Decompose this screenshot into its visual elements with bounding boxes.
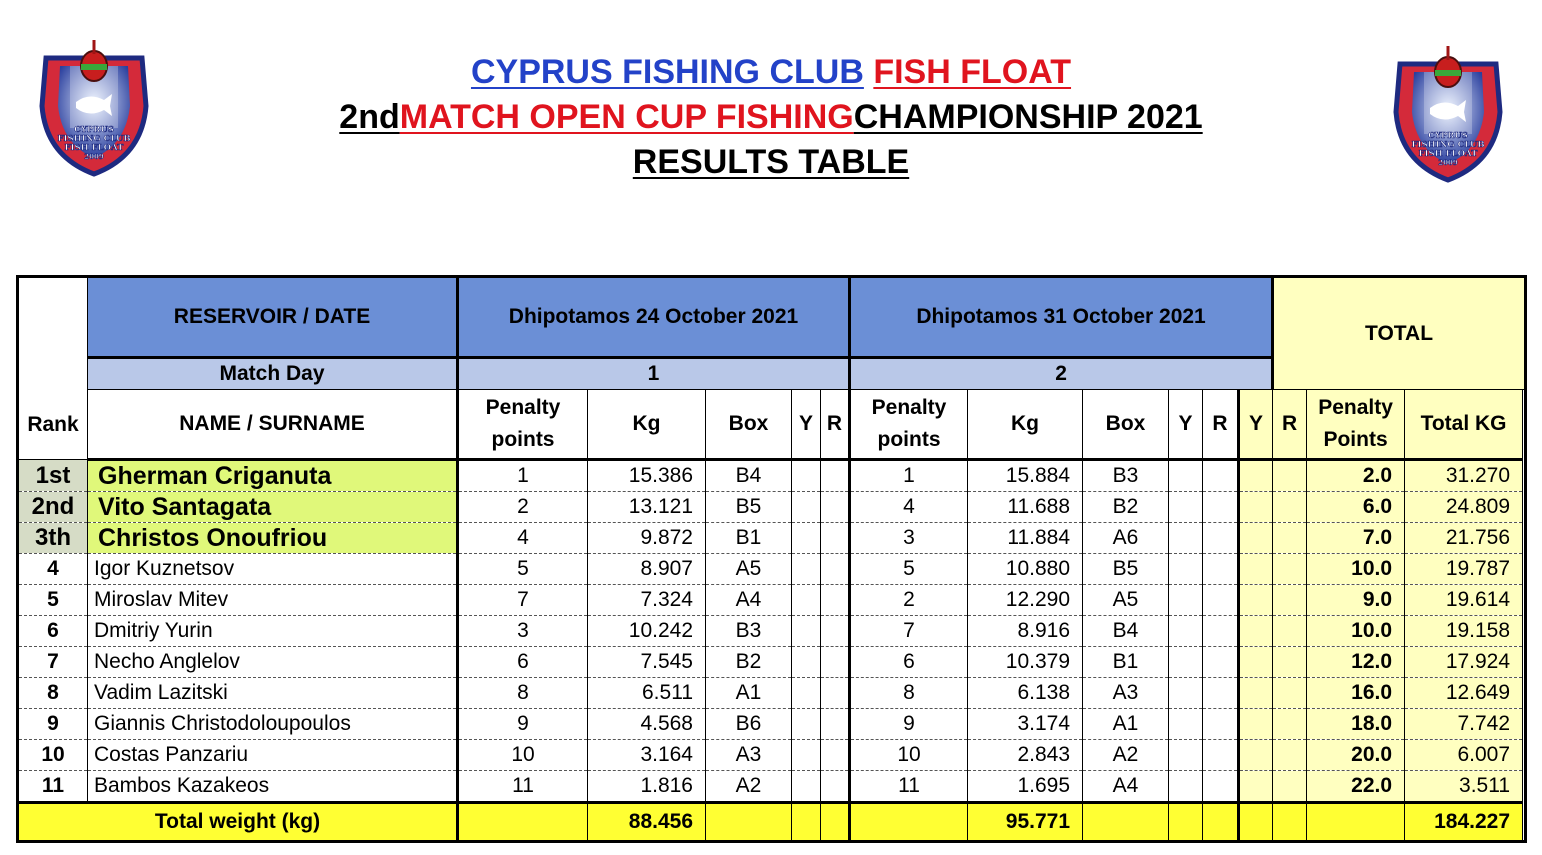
- match2-box: B2: [1083, 492, 1169, 523]
- total-penalty-points: 2.0: [1307, 460, 1405, 492]
- table-row: [18, 523, 1526, 554]
- match2-box: A5: [1083, 585, 1169, 616]
- total-kg: 3.511: [1405, 771, 1523, 803]
- total-red: [1273, 523, 1307, 554]
- table-row: [18, 771, 1526, 803]
- match2-penalty-header: Penalty points: [850, 390, 968, 460]
- match2-red: [1203, 616, 1239, 647]
- match2-kg: 6.138: [968, 678, 1083, 709]
- page-title: [0, 50, 1542, 185]
- match2-kg: 10.880: [968, 554, 1083, 585]
- match1-kg: 3.164: [588, 740, 706, 771]
- table-row: [18, 647, 1526, 678]
- total-yellow: [1239, 616, 1273, 647]
- total-red: [1273, 460, 1307, 492]
- total-penalty-points: 9.0: [1307, 585, 1405, 616]
- match1-penalty: 11: [458, 771, 588, 803]
- total-red: [1273, 678, 1307, 709]
- total-kg: 21.756: [1405, 523, 1523, 554]
- table-row: [18, 678, 1526, 709]
- logo-text-line: FISH FLOAT: [64, 143, 124, 153]
- match2-box: A6: [1083, 523, 1169, 554]
- match1-yellow: [792, 492, 821, 523]
- match2-kg: 11.688: [968, 492, 1083, 523]
- match1-box: B3: [706, 616, 792, 647]
- total-yellow: [1239, 523, 1273, 554]
- match1-y-header: Y: [792, 390, 821, 460]
- match2-yellow: [1169, 554, 1203, 585]
- results-table: [16, 275, 1527, 843]
- match1-red: [821, 647, 850, 678]
- total-kg: 19.787: [1405, 554, 1523, 585]
- total-kg: 12.649: [1405, 678, 1523, 709]
- match2-total-r: [1203, 803, 1239, 842]
- match1-box: A5: [706, 554, 792, 585]
- total-yellow: [1239, 771, 1273, 803]
- match1-yellow: [792, 523, 821, 554]
- match1-total-kg: 88.456: [588, 803, 706, 842]
- total-red: [1273, 771, 1307, 803]
- total-red: [1273, 585, 1307, 616]
- match1-kg: 6.511: [588, 678, 706, 709]
- total-yellow: [1239, 585, 1273, 616]
- match1-box: A4: [706, 585, 792, 616]
- total-penalty-header: Penalty Points: [1307, 390, 1405, 460]
- competitor-name: Vadim Lazitski: [88, 678, 458, 709]
- title-line-1: [0, 50, 1542, 95]
- total-yellow: [1239, 678, 1273, 709]
- match1-yellow: [792, 616, 821, 647]
- logo-text-line: CYPRUS: [1428, 131, 1468, 141]
- match2-yellow: [1169, 678, 1203, 709]
- match1-red: [821, 678, 850, 709]
- match1-reservoir-header: Dhipotamos 24 October 2021: [458, 277, 850, 358]
- rank-cell: 2nd: [18, 492, 88, 523]
- match1-box-header: Box: [706, 390, 792, 460]
- total-red: [1273, 740, 1307, 771]
- match2-kg: 10.379: [968, 647, 1083, 678]
- match1-box: B2: [706, 647, 792, 678]
- match1-penalty: 1: [458, 460, 588, 492]
- total-yellow: [1239, 740, 1273, 771]
- match2-yellow: [1169, 771, 1203, 803]
- logo-text-line: FISHING CLUB: [1411, 140, 1485, 150]
- match1-box: A3: [706, 740, 792, 771]
- logo-text-line: CYPRUS: [74, 125, 114, 135]
- match1-penalty-header: Penalty points: [458, 390, 588, 460]
- grand-total-kg: 184.227: [1405, 803, 1523, 842]
- match1-kg: 8.907: [588, 554, 706, 585]
- match2-yellow: [1169, 460, 1203, 492]
- match-day-label: Match Day: [88, 358, 458, 390]
- match1-box: A1: [706, 678, 792, 709]
- match1-box: A2: [706, 771, 792, 803]
- total-yellow: [1239, 460, 1273, 492]
- rank-cell: 1st: [18, 460, 88, 492]
- rank-cell: 10: [18, 740, 88, 771]
- total-penalty-points: 18.0: [1307, 709, 1405, 740]
- total-kg: 7.742: [1405, 709, 1523, 740]
- match2-y-header: Y: [1169, 390, 1203, 460]
- total-red: [1273, 647, 1307, 678]
- total-weight-label: Total weight (kg): [18, 803, 458, 842]
- rank-cell: 3th: [18, 523, 88, 554]
- match1-total-r: [821, 803, 850, 842]
- match1-box: B5: [706, 492, 792, 523]
- match1-box: B1: [706, 523, 792, 554]
- match2-kg-header: Kg: [968, 390, 1083, 460]
- match1-red: [821, 709, 850, 740]
- match1-box: B6: [706, 709, 792, 740]
- competitor-name: Miroslav Mitev: [88, 585, 458, 616]
- title-line-3: [0, 140, 1542, 185]
- match1-penalty: 2: [458, 492, 588, 523]
- total-red: [1273, 492, 1307, 523]
- match1-red: [821, 585, 850, 616]
- match1-red: [821, 523, 850, 554]
- total-yellow: [1239, 709, 1273, 740]
- match2-box: A2: [1083, 740, 1169, 771]
- match1-yellow: [792, 585, 821, 616]
- title-line-2: [0, 95, 1542, 140]
- competitor-name: Dmitriy Yurin: [88, 616, 458, 647]
- match2-box: A3: [1083, 678, 1169, 709]
- match1-red: [821, 492, 850, 523]
- grand-total-y: [1239, 803, 1273, 842]
- match2-penalty: 8: [850, 678, 968, 709]
- match2-total-kg: 95.771: [968, 803, 1083, 842]
- match2-red: [1203, 709, 1239, 740]
- match1-yellow: [792, 709, 821, 740]
- total-yellow: [1239, 647, 1273, 678]
- match2-red: [1203, 740, 1239, 771]
- match2-yellow: [1169, 523, 1203, 554]
- match2-box: B5: [1083, 554, 1169, 585]
- competitor-name: Costas Panzariu: [88, 740, 458, 771]
- competitor-name: Giannis Christodoloupoulos: [88, 709, 458, 740]
- rank-cell: 9: [18, 709, 88, 740]
- logo-text-line: FISH FLOAT: [1418, 149, 1478, 159]
- match1-kg: 15.386: [588, 460, 706, 492]
- rank-cell: 5: [18, 585, 88, 616]
- match2-box: B4: [1083, 616, 1169, 647]
- match1-kg-header: Kg: [588, 390, 706, 460]
- match2-red: [1203, 460, 1239, 492]
- match2-red: [1203, 492, 1239, 523]
- competitor-name: Vito Santagata: [88, 492, 458, 523]
- match1-kg: 4.568: [588, 709, 706, 740]
- table-row: [18, 616, 1526, 647]
- match2-red: [1203, 678, 1239, 709]
- match2-kg: 2.843: [968, 740, 1083, 771]
- match2-penalty: 7: [850, 616, 968, 647]
- match2-yellow: [1169, 585, 1203, 616]
- match2-box: A1: [1083, 709, 1169, 740]
- match1-day-number: 1: [458, 358, 850, 390]
- total-yellow: [1239, 492, 1273, 523]
- match1-penalty: 4: [458, 523, 588, 554]
- match1-r-header: R: [821, 390, 850, 460]
- match2-yellow: [1169, 492, 1203, 523]
- match1-total-y: [792, 803, 821, 842]
- match2-box: B1: [1083, 647, 1169, 678]
- rank-cell: 11: [18, 771, 88, 803]
- match1-box: B4: [706, 460, 792, 492]
- match2-box: A4: [1083, 771, 1169, 803]
- match2-red: [1203, 523, 1239, 554]
- match2-penalty: 10: [850, 740, 968, 771]
- match1-kg: 7.324: [588, 585, 706, 616]
- match1-yellow: [792, 554, 821, 585]
- total-kg: 6.007: [1405, 740, 1523, 771]
- total-kg-header: Total KG: [1405, 390, 1523, 460]
- table-row: [18, 492, 1526, 523]
- match2-penalty: 9: [850, 709, 968, 740]
- match2-r-header: R: [1203, 390, 1239, 460]
- match2-penalty: 5: [850, 554, 968, 585]
- match1-kg: 7.545: [588, 647, 706, 678]
- match1-penalty: 3: [458, 616, 588, 647]
- match2-kg: 1.695: [968, 771, 1083, 803]
- rank-cell: 7: [18, 647, 88, 678]
- total-penalty-points: 6.0: [1307, 492, 1405, 523]
- total-kg: 19.158: [1405, 616, 1523, 647]
- table-row: [18, 554, 1526, 585]
- match2-penalty: 6: [850, 647, 968, 678]
- match1-red: [821, 554, 850, 585]
- title-club-name: CYPRUS FISHING CLUB: [470, 53, 864, 91]
- match2-box: B3: [1083, 460, 1169, 492]
- title-event: MATCH OPEN CUP FISHING: [399, 98, 854, 136]
- match1-penalty: 6: [458, 647, 588, 678]
- match2-yellow: [1169, 616, 1203, 647]
- table-row: [18, 460, 1526, 492]
- total-r-header: R: [1273, 390, 1307, 460]
- match1-red: [821, 616, 850, 647]
- title-championship: CHAMPIONSHIP 2021: [853, 98, 1203, 136]
- total-red: [1273, 616, 1307, 647]
- match1-red: [821, 771, 850, 803]
- title-club-subname: FISH FLOAT: [873, 53, 1072, 91]
- match1-yellow: [792, 771, 821, 803]
- total-penalty-points: 7.0: [1307, 523, 1405, 554]
- rank-cell: 4: [18, 554, 88, 585]
- total-kg: 31.270: [1405, 460, 1523, 492]
- match2-red: [1203, 771, 1239, 803]
- match2-penalty: 11: [850, 771, 968, 803]
- match2-yellow: [1169, 647, 1203, 678]
- match1-total-box: [706, 803, 792, 842]
- name-surname-header: NAME / SURNAME: [88, 390, 458, 460]
- title-edition: 2nd: [339, 98, 400, 136]
- competitor-name: Bambos Kazakeos: [88, 771, 458, 803]
- match1-yellow: [792, 460, 821, 492]
- table-row: [18, 709, 1526, 740]
- total-penalty-points: 20.0: [1307, 740, 1405, 771]
- logo-text-line: 2009: [84, 152, 104, 161]
- match2-kg: 15.884: [968, 460, 1083, 492]
- match1-penalty: 8: [458, 678, 588, 709]
- match2-kg: 8.916: [968, 616, 1083, 647]
- total-yellow: [1239, 554, 1273, 585]
- total-weight-row: [18, 803, 1526, 842]
- match2-red: [1203, 585, 1239, 616]
- match1-red: [821, 460, 850, 492]
- match1-penalty: 7: [458, 585, 588, 616]
- total-penalty-points: 10.0: [1307, 616, 1405, 647]
- competitor-name: Necho Anglelov: [88, 647, 458, 678]
- match1-penalty: 5: [458, 554, 588, 585]
- total-kg: 17.924: [1405, 647, 1523, 678]
- match2-day-number: 2: [850, 358, 1273, 390]
- match1-kg: 10.242: [588, 616, 706, 647]
- total-penalty-points: 16.0: [1307, 678, 1405, 709]
- total-header: TOTAL: [1273, 277, 1526, 390]
- competitor-name: Christos Onoufriou: [88, 523, 458, 554]
- match2-total-box: [1083, 803, 1169, 842]
- logo-text-line: FISHING CLUB: [57, 134, 131, 144]
- match1-yellow: [792, 678, 821, 709]
- grand-total-penalty: [1307, 803, 1405, 842]
- match2-kg: 11.884: [968, 523, 1083, 554]
- match1-penalty: 9: [458, 709, 588, 740]
- total-y-header: Y: [1239, 390, 1273, 460]
- match2-yellow: [1169, 740, 1203, 771]
- match1-kg: 1.816: [588, 771, 706, 803]
- logo-text-line: 2009: [1438, 158, 1458, 167]
- total-penalty-points: 22.0: [1307, 771, 1405, 803]
- competitor-name: Gherman Criganuta: [88, 460, 458, 492]
- match1-yellow: [792, 647, 821, 678]
- match2-box-header: Box: [1083, 390, 1169, 460]
- match2-yellow: [1169, 709, 1203, 740]
- total-penalty-points: 10.0: [1307, 554, 1405, 585]
- match2-red: [1203, 647, 1239, 678]
- total-kg: 24.809: [1405, 492, 1523, 523]
- rank-cell: 6: [18, 616, 88, 647]
- match2-total-y: [1169, 803, 1203, 842]
- total-penalty-points: 12.0: [1307, 647, 1405, 678]
- total-red: [1273, 554, 1307, 585]
- reservoir-date-header: RESERVOIR / DATE: [88, 277, 458, 358]
- match2-red: [1203, 554, 1239, 585]
- grand-total-r: [1273, 803, 1307, 842]
- match2-total-penalty: [850, 803, 968, 842]
- table-row: [18, 585, 1526, 616]
- match1-penalty: 10: [458, 740, 588, 771]
- match1-yellow: [792, 740, 821, 771]
- match2-penalty: 2: [850, 585, 968, 616]
- title-results-table: RESULTS TABLE: [632, 143, 910, 181]
- match2-penalty: 3: [850, 523, 968, 554]
- total-red: [1273, 709, 1307, 740]
- competitor-name: Igor Kuznetsov: [88, 554, 458, 585]
- rank-header: Rank: [18, 277, 88, 460]
- match2-reservoir-header: Dhipotamos 31 October 2021: [850, 277, 1273, 358]
- match2-kg: 3.174: [968, 709, 1083, 740]
- match1-red: [821, 740, 850, 771]
- match2-penalty: 1: [850, 460, 968, 492]
- match1-kg: 9.872: [588, 523, 706, 554]
- match1-kg: 13.121: [588, 492, 706, 523]
- total-kg: 19.614: [1405, 585, 1523, 616]
- table-row: [18, 740, 1526, 771]
- match1-total-penalty: [458, 803, 588, 842]
- match2-kg: 12.290: [968, 585, 1083, 616]
- match2-penalty: 4: [850, 492, 968, 523]
- rank-cell: 8: [18, 678, 88, 709]
